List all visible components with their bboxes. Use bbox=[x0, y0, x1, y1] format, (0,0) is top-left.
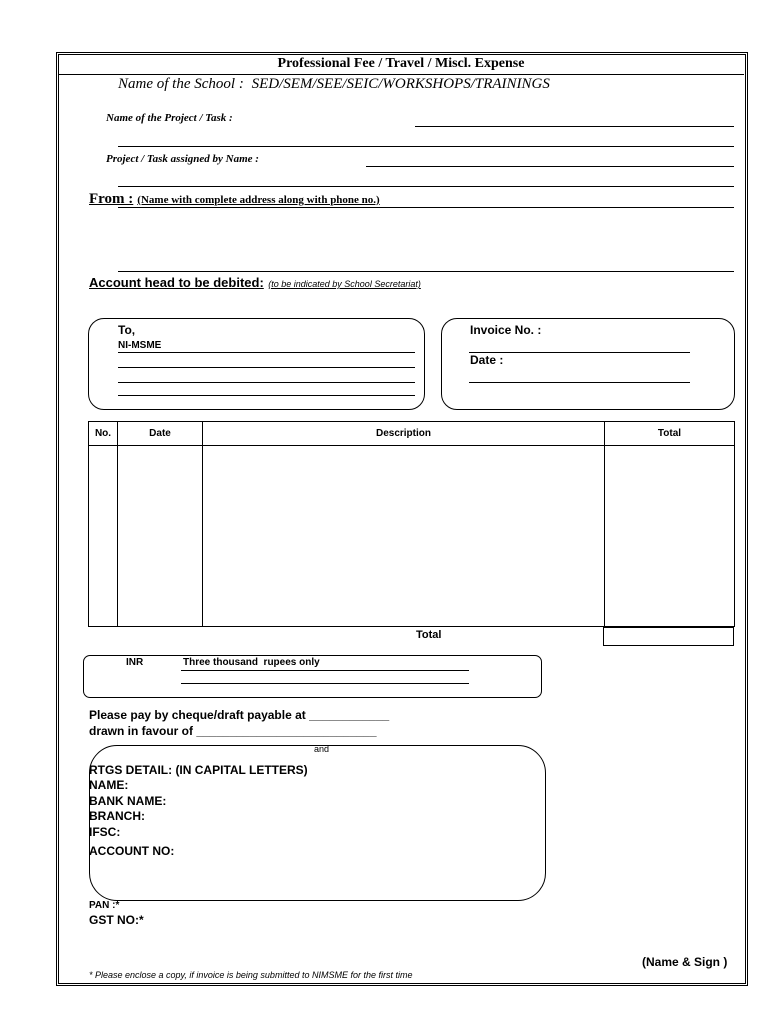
account-label: Account head to be debited: bbox=[89, 275, 264, 290]
table-header-row bbox=[89, 422, 735, 446]
total-label: Total bbox=[416, 629, 442, 641]
expense-table bbox=[88, 421, 735, 627]
invoice-date-label: Date : bbox=[470, 353, 504, 367]
to-line-3[interactable] bbox=[118, 382, 415, 383]
signature-label: (Name & Sign ) bbox=[642, 955, 728, 969]
project-name-label: Name of the Project / Task : bbox=[106, 112, 233, 124]
rtgs-account-no: ACCOUNT NO: bbox=[89, 844, 175, 858]
cell-no[interactable] bbox=[89, 446, 118, 627]
project-assigned-label: Project / Task assigned by Name : bbox=[106, 153, 259, 165]
school-line bbox=[118, 76, 550, 93]
rtgs-bank-name: BANK NAME: bbox=[89, 794, 167, 808]
payment-and: and bbox=[314, 744, 330, 754]
from-line-1[interactable] bbox=[118, 207, 734, 208]
footnote: * Please enclose a copy, if invoice is being submitted to NIMSME for the first time bbox=[89, 970, 413, 980]
project-assigned-line-2[interactable] bbox=[118, 186, 734, 187]
col-header-total: Total bbox=[605, 422, 735, 446]
pan-label: PAN :* bbox=[89, 900, 120, 911]
amount-words-line-1[interactable] bbox=[181, 670, 469, 671]
amount-words: Three thousand rupees only bbox=[183, 657, 320, 668]
cell-date[interactable] bbox=[118, 446, 203, 627]
from-note: (Name with complete address along with phone no.) bbox=[137, 194, 380, 206]
to-line-4[interactable] bbox=[118, 395, 415, 396]
from-label: From : bbox=[89, 191, 134, 207]
from-line bbox=[89, 190, 380, 208]
amount-words-line-2[interactable] bbox=[181, 683, 469, 684]
to-line-2[interactable] bbox=[118, 367, 415, 368]
total-box[interactable] bbox=[603, 627, 734, 646]
rtgs-branch: BRANCH: bbox=[89, 809, 145, 823]
invoice-no-label: Invoice No. : bbox=[470, 323, 542, 337]
account-note: (to be indicated by School Secretariat) bbox=[268, 279, 421, 289]
invoice-date-line[interactable] bbox=[469, 382, 690, 383]
col-header-date: Date bbox=[118, 422, 203, 446]
school-label: Name of the School : bbox=[118, 76, 244, 92]
table-row bbox=[89, 446, 735, 627]
rtgs-name: NAME: bbox=[89, 778, 129, 792]
to-box bbox=[88, 318, 425, 410]
col-header-no: No. bbox=[89, 422, 118, 446]
to-recipient: NI-MSME bbox=[118, 340, 162, 351]
cell-total[interactable] bbox=[605, 446, 735, 627]
payment-line-2: drawn in favour of ___________________________ bbox=[89, 724, 377, 738]
to-line-1[interactable] bbox=[118, 352, 415, 353]
from-line-2[interactable] bbox=[118, 271, 734, 272]
to-label: To, bbox=[118, 323, 136, 337]
account-line bbox=[89, 274, 421, 292]
school-value: SED/SEM/SEE/SEIC/WORKSHOPS/TRAININGS bbox=[251, 76, 550, 92]
col-header-description: Description bbox=[203, 422, 605, 446]
project-name-line-2[interactable] bbox=[118, 146, 734, 147]
rtgs-title: RTGS DETAIL: (IN CAPITAL LETTERS) bbox=[89, 763, 308, 777]
cell-description[interactable] bbox=[203, 446, 605, 627]
payment-line-1: Please pay by cheque/draft payable at ____________ bbox=[89, 708, 390, 722]
rtgs-ifsc: IFSC: bbox=[89, 825, 121, 839]
project-assigned-line[interactable] bbox=[366, 166, 734, 167]
form-title: Professional Fee / Travel / Miscl. Expense bbox=[277, 56, 525, 71]
currency-label: INR bbox=[126, 657, 144, 668]
project-name-line[interactable] bbox=[415, 126, 734, 127]
gst-label: GST NO:* bbox=[89, 913, 144, 927]
